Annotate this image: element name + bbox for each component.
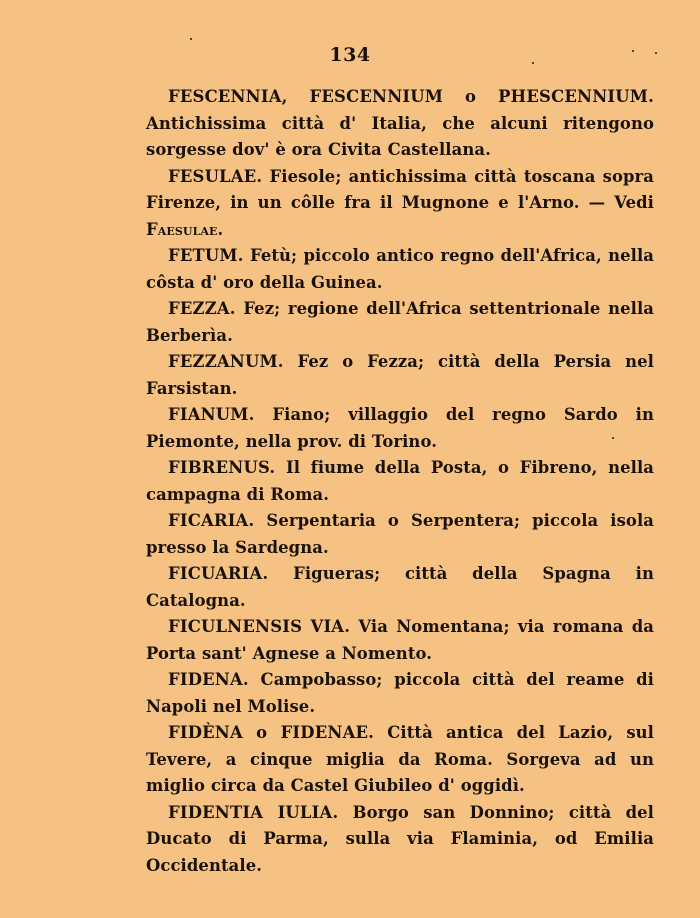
dictionary-entry — [146, 614, 654, 667]
dictionary-entries — [146, 84, 654, 879]
entry-headword: FIDENA. — [168, 670, 249, 689]
entry-definition: Borgo san Donnino; città del Ducato di Parma, sulla via Flaminia, od Emilia Occidentale. — [146, 802, 655, 875]
entry-headword: FIBRENUS. — [168, 458, 276, 477]
entry-definition: Serpentaria o Serpentera; piccola isola presso la Sardegna. — [146, 511, 654, 557]
scan-speck — [655, 52, 657, 54]
cross-reference: Faesulae. — [146, 219, 224, 239]
entry-headword: FEZZA. — [168, 299, 236, 318]
dictionary-entry — [146, 243, 654, 296]
dictionary-entry — [146, 667, 654, 720]
entry-headword: FETUM. — [168, 246, 244, 265]
scan-speck — [532, 62, 534, 64]
entry-headword: FICUARIA. — [168, 564, 269, 583]
entry-headword: FESCENNIA, FESCENNIUM o PHESCENNIUM. — [168, 87, 654, 106]
entry-headword: FICULNENSIS VIA. — [168, 617, 351, 636]
entry-definition: Città antica del Lazio, sul Tevere, a cinque miglia da Roma. Sorgeva ad un miglio circa da Castel Giubileo d' oggidì. — [146, 723, 654, 795]
entry-definition: Fez o Fezza; città della Persia nel Farsistan. — [146, 352, 654, 398]
dictionary-entry — [146, 349, 654, 402]
entry-definition: Fiano; villaggio del regno Sardo in Piemonte, nella prov. di Torino. — [146, 405, 654, 451]
entry-definition: Fetù; piccolo antico regno dell'Africa, nella côsta d' oro della Guinea. — [146, 246, 654, 292]
entry-definition: Fiesole; antichissima città toscana sopra Firenze, in un côlle fra il Mugnone e l'Arno. — Vedi — [146, 166, 654, 212]
entry-headword: FESULAE. — [168, 166, 263, 186]
entry-definition: Antichissima città d' Italia, che alcuni ritengono sorgesse dov' è ora Civita Castellana. — [146, 113, 654, 159]
dictionary-entry — [146, 800, 654, 880]
scan-speck — [190, 38, 192, 40]
dictionary-entry — [146, 164, 654, 244]
dictionary-entry — [146, 455, 654, 508]
entry-definition: Via Nomentana; via romana da Porta sant' Agnese a Nomento. — [146, 617, 655, 663]
entry-headword: FIDENTIA IULIA. — [168, 802, 339, 822]
entry-headword: FIDÈNA o FIDENAE. — [168, 723, 375, 742]
dictionary-entry — [146, 296, 654, 349]
entry-definition: Fez; regione dell'Africa settentrionale nella Berberìa. — [146, 299, 654, 345]
entry-headword: FIANUM. — [168, 405, 255, 424]
entry-headword: FEZZANUM. — [168, 352, 284, 371]
dictionary-entry — [146, 561, 654, 614]
entry-definition: Campobasso; piccola città del reame di Napoli nel Molise. — [146, 670, 654, 716]
entry-definition: Figueras; città della Spagna in Catalogna. — [146, 564, 654, 610]
entry-definition: Il fiume della Posta, o Fibreno, nella campagna di Roma. — [146, 458, 654, 504]
dictionary-entry — [146, 84, 654, 164]
dictionary-entry — [146, 720, 654, 800]
dictionary-entry — [146, 402, 654, 455]
dictionary-entry — [146, 508, 654, 561]
scan-speck — [632, 50, 634, 52]
page-number: 134 — [329, 44, 371, 66]
entry-headword: FICARIA. — [168, 511, 255, 530]
